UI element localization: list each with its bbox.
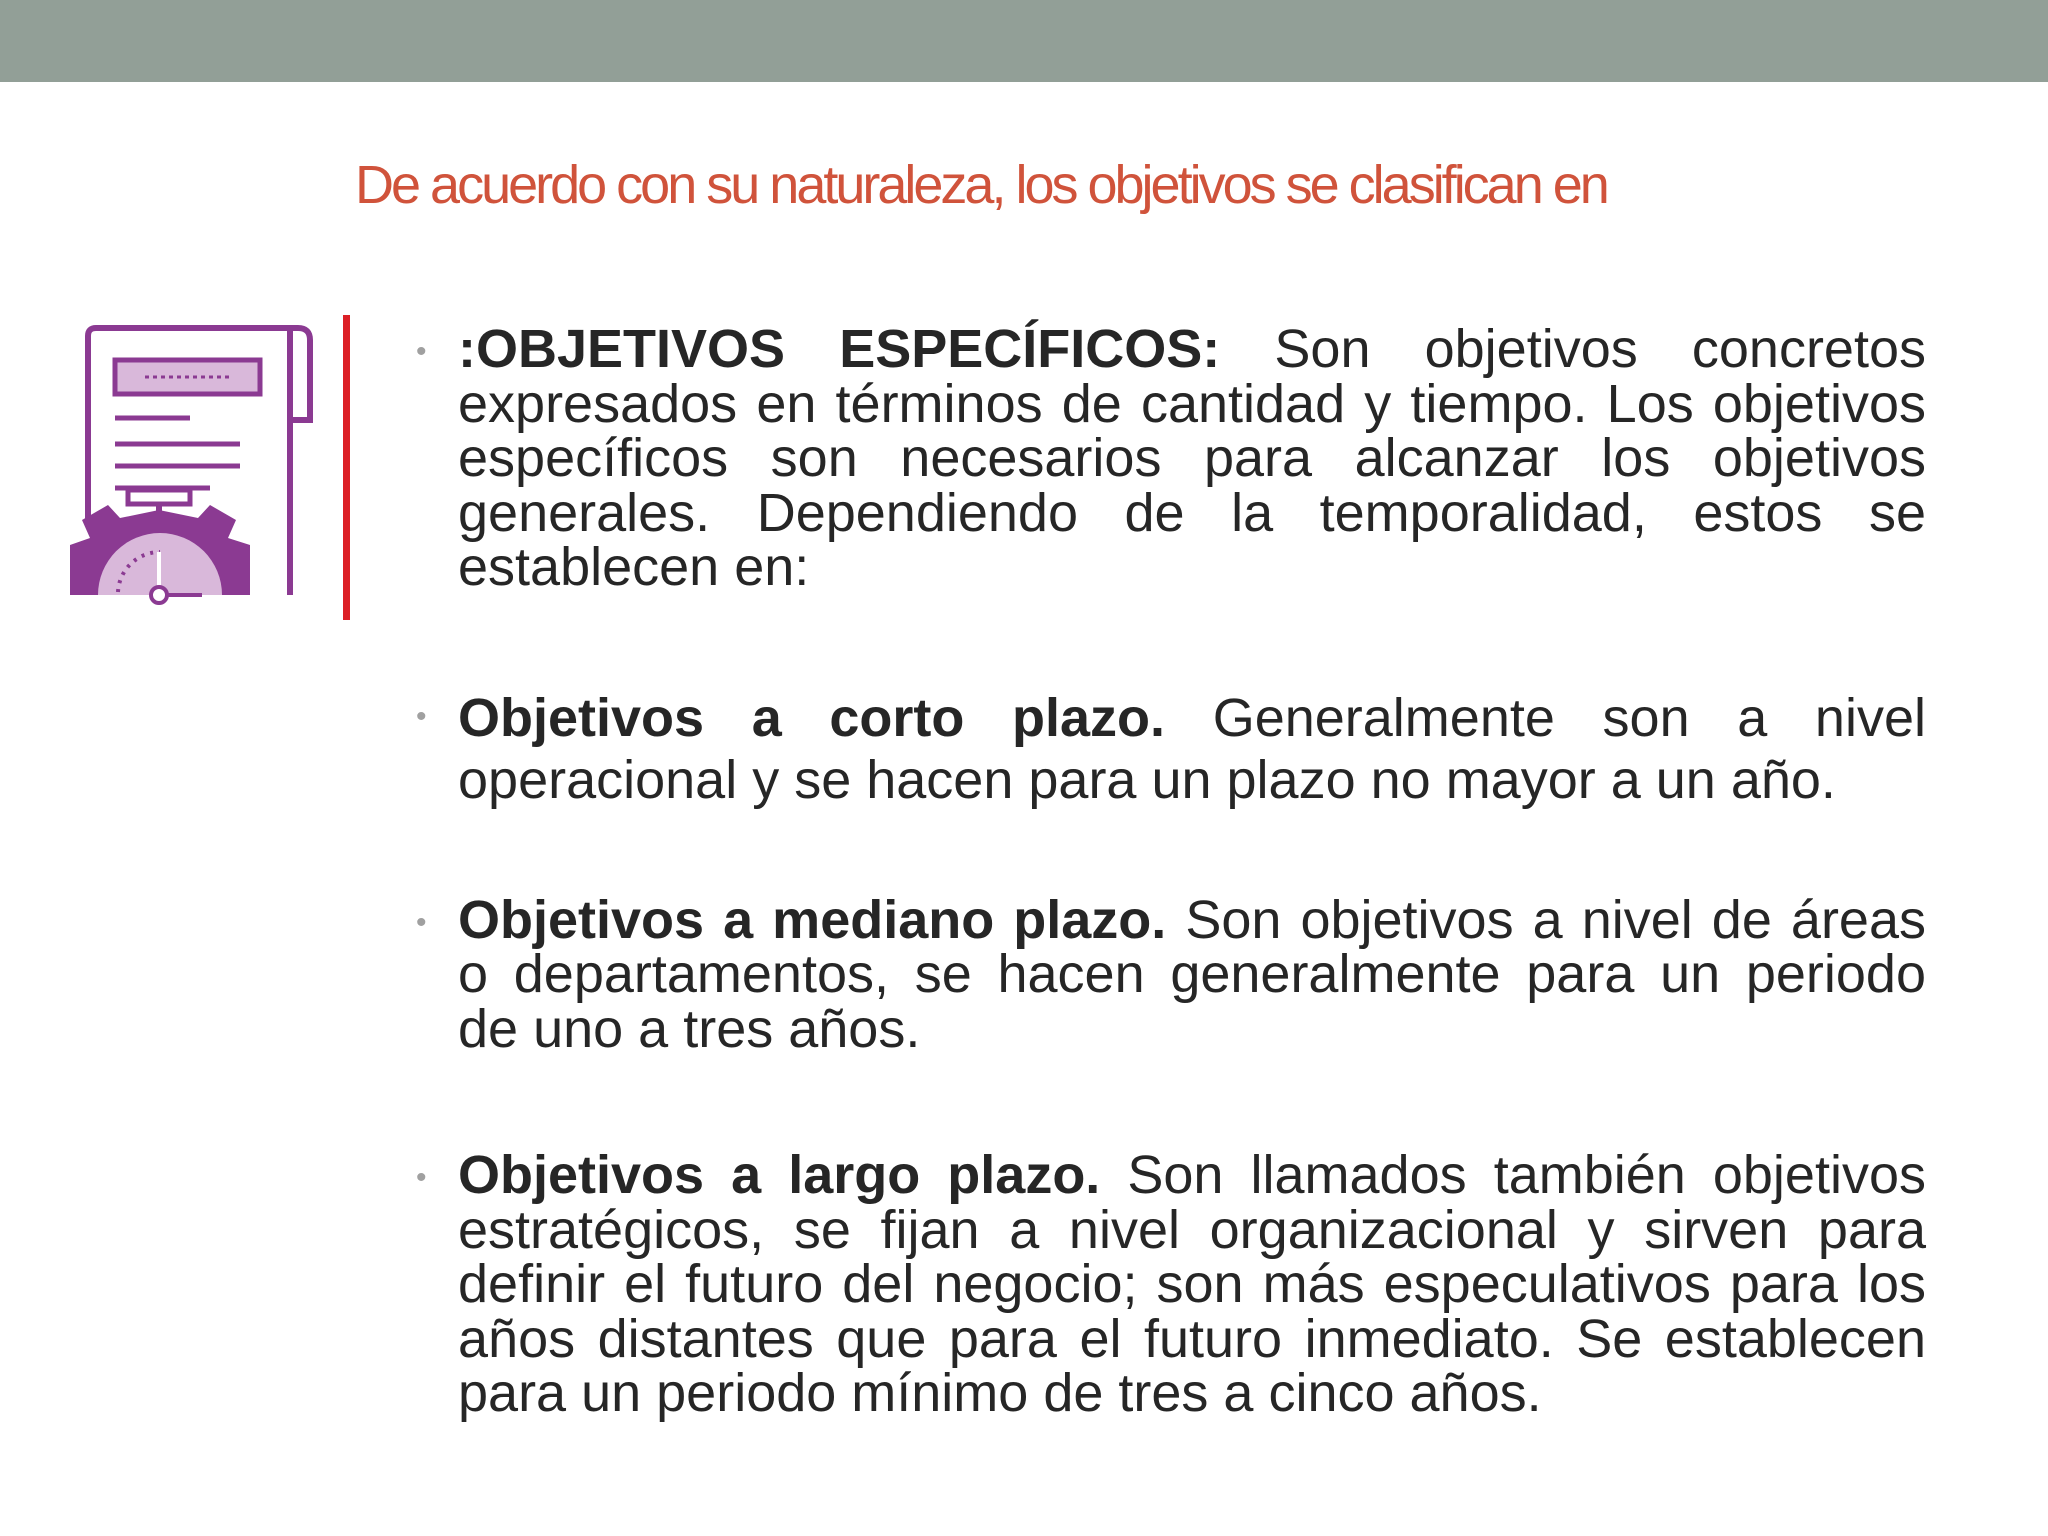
bullet-text: Son objetivos concretos expresados en términos de cantidad y tiempo. Los objetivos específicos son necesarios para alcanzar los objetivos generales. Dependiendo de la temporalidad, estos se establecen en: (458, 319, 1926, 597)
bullet-item-largo-plazo (416, 1145, 1926, 1423)
document-stopwatch-icon (60, 320, 340, 610)
bullet-text: Son objetivos a nivel de áreas o departamentos, se hacen generalmente para un periodo de uno a tres años. (458, 889, 1926, 1059)
bullet-lead: :OBJETIVOS ESPECÍFICOS: (458, 319, 1221, 379)
accent-divider (343, 315, 350, 620)
bullet-marker: • (416, 335, 427, 368)
bullet-text: Generalmente son a nivel operacional y se hacen para un plazo no mayor a un año. (458, 687, 1926, 810)
bullet-item-objetivos-especificos (416, 319, 1926, 597)
bullet-marker: • (416, 1161, 427, 1194)
bullet-item-corto-plazo (416, 687, 1926, 811)
top-banner-bar (0, 0, 2048, 82)
bullet-marker: • (416, 905, 427, 939)
bullet-lead: Objetivos a corto plazo. (458, 687, 1166, 748)
slide-title: De acuerdo con su naturaleza, los objetivos se clasifican en (355, 155, 1607, 215)
bullet-marker: • (416, 699, 427, 733)
bullet-lead: Objetivos a mediano plazo. (458, 889, 1167, 950)
bullet-lead: Objetivos a largo plazo. (458, 1145, 1101, 1205)
bullet-list (416, 319, 1926, 1423)
bullet-text: Son llamados también objetivos estratégicos, se fijan a nivel organizacional y sirven para definir el futuro del negocio; son más especulativos para los años distantes que para el futuro inmediato. Se establecen para un periodo mínimo de tres a cinco años. (458, 1145, 1926, 1423)
bullet-item-mediano-plazo (416, 889, 1926, 1059)
